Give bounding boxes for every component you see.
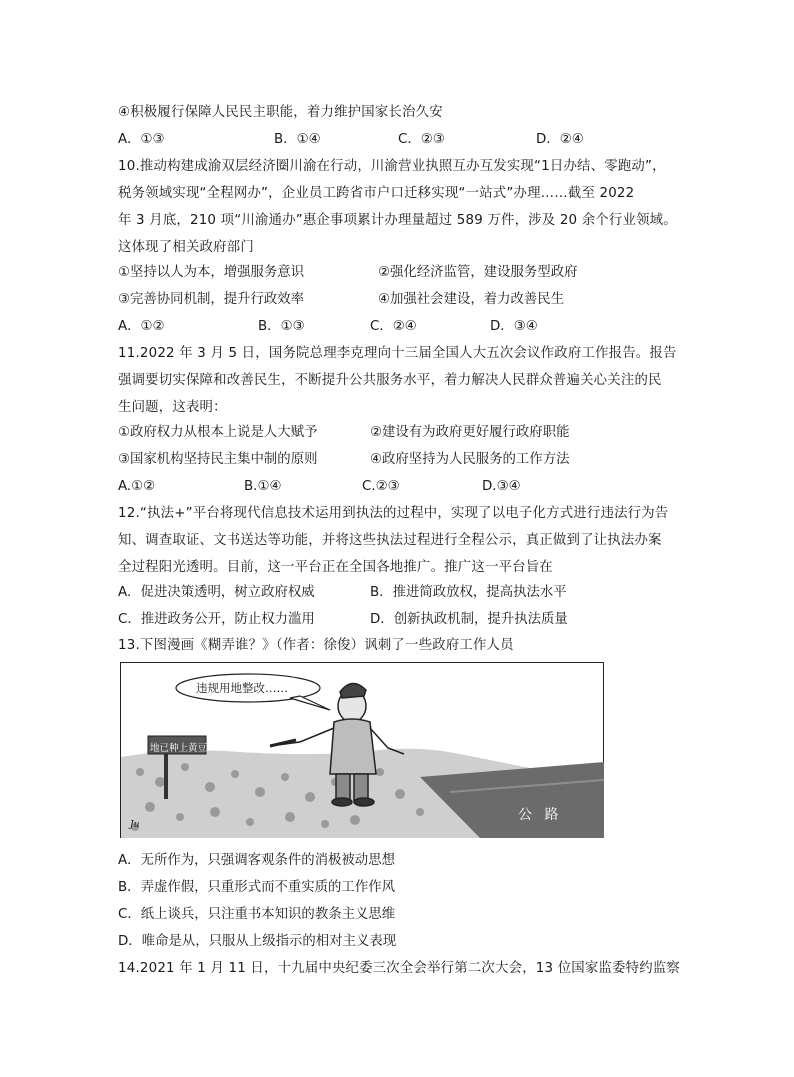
q14-stem-line-1: 14.2021 年 1 月 11 日，十九届中央纪委三次全会举行第二次大会，13 位国家监委特约监察 [118,961,681,976]
q11-option-b: B.①④ [244,479,282,494]
q12-option-c: C．推进政务公开，防止权力滥用 [118,612,315,627]
q11-stem-line-2: 强调要切实保障和改善民生，不断提升公共服务水平，着力解决人民群众普遍关心关注的民 [118,373,662,388]
q10-option-b: B．①③ [258,319,305,334]
q13-option-c: C．纸上谈兵，只注重书本知识的教条主义思维 [118,907,396,922]
q10-item-1: ①坚持以人为本，增强服务意识 [118,265,305,280]
q13-stem: 13.下图漫画《糊弄谁？》（作者：徐俊）讽刺了一些政府工作人员 [118,638,514,653]
q11-stem-line-1: 11.2022 年 3 月 5 日，国务院总理李克理向十三届全国人大五次会议作政府工作报告。报告 [118,346,677,361]
q13-option-b: B．弄虚作假，只重形式而不重实质的工作作风 [118,880,395,895]
q11-option-a: A.①② [118,479,156,494]
q13-option-a: A．无所作为，只强调客观条件的消极被动思想 [118,853,395,868]
q11-stem-line-3: 生问题，这表明： [118,400,227,415]
q9-option-d: D．②④ [536,132,584,147]
cartoon-sign-text: 地已种上黄豆 [150,743,208,754]
q10-option-a: A．①② [118,319,165,334]
q10-item-2: ②强化经济监管，建设服务型政府 [378,265,578,280]
q9-item-4: ④积极履行保障人民民主职能，着力维护国家长治久安 [118,105,443,120]
q11-item-1: ①政府权力从根本上说是人大赋予 [118,425,318,440]
q10-option-d: D．③④ [490,319,538,334]
q12-option-b: B．推进简政放权，提高执法水平 [370,585,567,600]
q10-stem-line-3: 年 3 月底，210 项“川渝通办”惠企事项累计办理量超过 589 万件，涉及 20 余个行业领域。 [118,213,677,228]
q12-stem-line-3: 全过程阳光透明。目前，这一平台正在全国各地推广。推广这一平台旨在 [118,560,553,575]
q11-item-2: ②建设有为政府更好履行政府职能 [370,425,570,440]
q12-stem-line-1: 12.“执法+”平台将现代信息技术运用到执法的过程中，实现了以电子化方式进行违法行为告 [118,506,669,521]
q10-stem-line-2: 税务领域实现“全程网办”，企业员工跨省市户口迁移实现“一站式”办理……截至 2022 [118,186,635,201]
q9-option-c: C．②③ [398,132,445,147]
q11-option-d: D.③④ [482,479,521,494]
q13-option-d: D．唯命是从，只服从上级指示的相对主义表现 [118,934,397,949]
q10-stem-line-1: 10.推动构建成渝双层经济圈川渝在行动，川渝营业执照互办互发实现“1日办结、零跑动”， [118,159,666,174]
q12-stem-line-2: 知、调查取证、文书送达等功能，并将这些执法过程进行全程公示，真正做到了让执法办案 [118,533,662,548]
q12-option-d: D．创新执政机制，提升执法质量 [370,612,568,627]
q12-option-a: A．促进决策透明，树立政府权威 [118,585,315,600]
q10-stem-line-4: 这体现了相关政府部门 [118,240,254,255]
q10-option-c: C．②④ [370,319,417,334]
q10-item-3: ③完善协同机制，提升行政效率 [118,292,305,307]
cartoon-speech-bubble-text: 违规用地整改…… [196,681,288,695]
q9-option-b: B．①④ [274,132,321,147]
cartoon-road-label: 公 路 [518,807,563,823]
q10-item-4: ④加强社会建设，着力改善民生 [378,292,565,307]
cartoon-signature: Ju [130,820,140,830]
cartoon-image [120,662,604,838]
q11-item-4: ④政府坚持为人民服务的工作方法 [370,452,570,467]
q11-item-3: ③国家机构坚持民主集中制的原则 [118,452,318,467]
q9-option-a: A．①③ [118,132,165,147]
q11-option-c: C.②③ [362,479,400,494]
